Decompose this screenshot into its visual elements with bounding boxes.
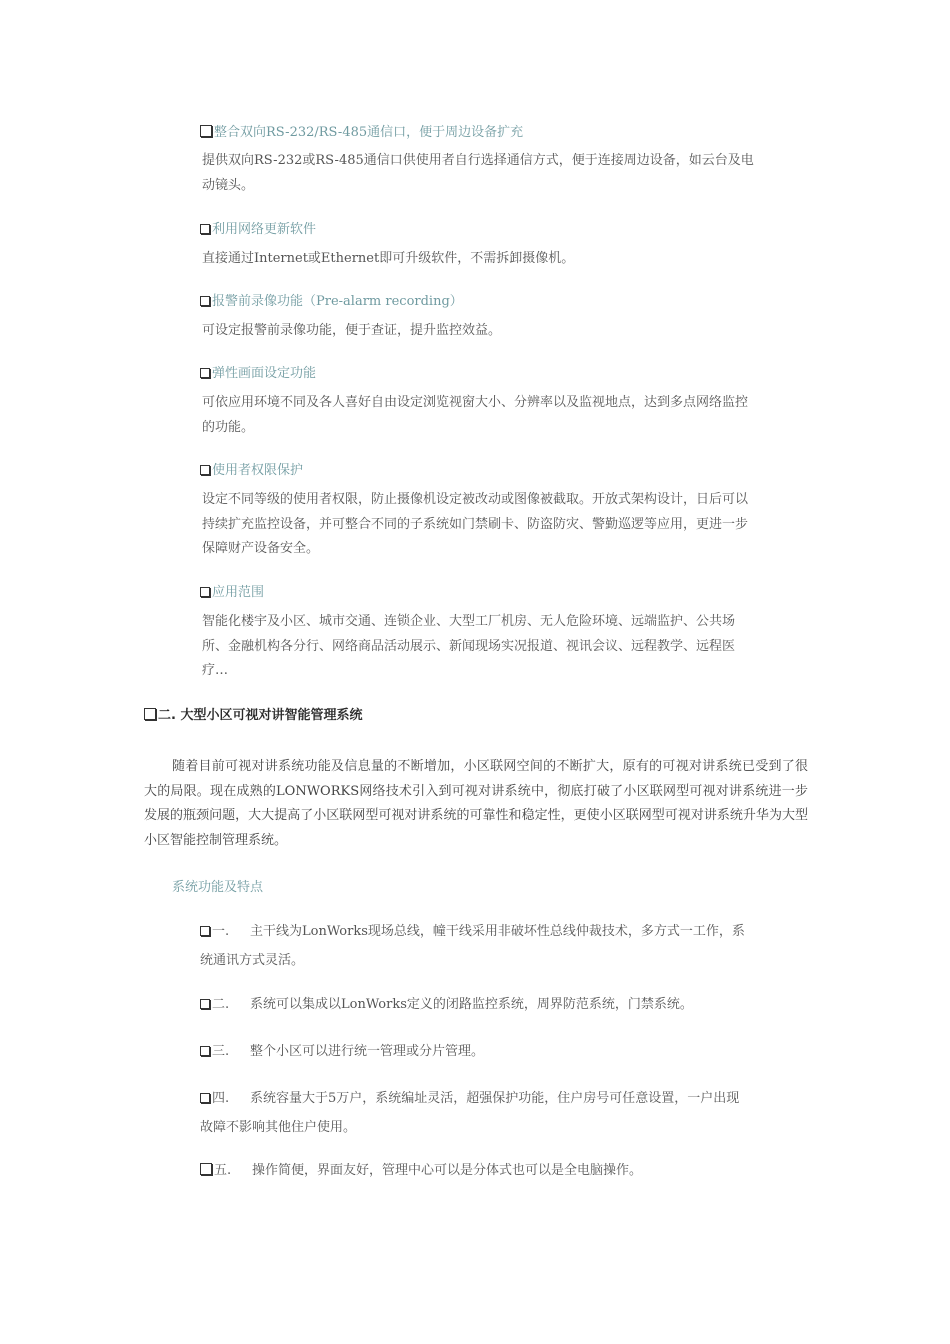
checkbox-bullet-icon xyxy=(200,1046,210,1056)
list-item: 一. 主干线为LonWorks现场总线，幢干线采用非破坏性总线仲裁技术，多方式一工作，系统通讯方式灵活。 xyxy=(200,924,745,968)
feature-desc: 直接通过Internet或Ethernet即可升级软件，不需拆卸摄像机。 xyxy=(202,251,575,266)
feature-desc: 设定不同等级的使用者权限，防止摄像机设定被改动或图像被截取。开放式架构设计，日后可以持续扩充监控设备，并可整合不同的子系统如门禁刷卡、防盗防灾、警勤巡逻等应用，更进一步保障财产设备安全。 xyxy=(202,492,749,556)
checkbox-bullet-icon xyxy=(200,1163,212,1175)
list-item: 四. 系统容量大于5万户，系统编址灵活，超强保护功能，住户房号可任意设置，一户出现故障不影响其他住户使用。 xyxy=(200,1091,740,1135)
checkbox-bullet-icon xyxy=(200,1093,210,1103)
list-item: 二. 系统可以集成以LonWorks定义的闭路监控系统，周界防范系统，门禁系统。 xyxy=(200,990,752,1019)
sub-heading: 系统功能及特点 xyxy=(172,880,264,895)
section-heading: 二. 大型小区可视对讲智能管理系统 xyxy=(144,706,362,726)
checkbox-bullet-icon xyxy=(144,708,156,720)
feature-desc: 可依应用环境不同及各人喜好自由设定浏览视窗大小、分辨率以及监视地点，达到多点网络监控的功能。 xyxy=(202,395,749,435)
checkbox-bullet-icon xyxy=(200,296,210,306)
feature-desc: 可设定报警前录像功能，便于查证，提升监控效益。 xyxy=(202,323,502,338)
checkbox-bullet-icon xyxy=(200,125,212,137)
checkbox-bullet-icon xyxy=(200,926,210,936)
list-item: 三. 整个小区可以进行统一管理或分片管理。 xyxy=(200,1037,752,1066)
feature-title: 应用范围 xyxy=(200,583,264,603)
feature-title: 利用网络更新软件 xyxy=(200,220,316,240)
checkbox-bullet-icon xyxy=(200,999,210,1009)
list-item: 五. 操作简便，界面友好，管理中心可以是分体式也可以是全电脑操作。 xyxy=(200,1156,752,1185)
feature-title: 弹性画面设定功能 xyxy=(200,364,316,384)
checkbox-bullet-icon xyxy=(200,587,210,597)
feature-title: 整合双向RS-232/RS-485通信口，便于周边设备扩充 xyxy=(200,123,523,143)
checkbox-bullet-icon xyxy=(200,224,210,234)
feature-desc: 智能化楼宇及小区、城市交通、连锁企业、大型工厂机房、无人危险环境、远端监护、公共场所、金融机构各分行、网络商品活动展示、新闻现场实况报道、视讯会议、远程教学、远程医疗… xyxy=(202,614,736,678)
feature-title: 报警前录像功能（Pre-alarm recording） xyxy=(200,292,463,312)
feature-desc: 提供双向RS-232或RS-485通信口供使用者自行选择通信方式，便于连接周边设备，如云台及电动镜头。 xyxy=(202,153,754,193)
checkbox-bullet-icon xyxy=(200,368,210,378)
feature-title: 使用者权限保护 xyxy=(200,461,303,481)
checkbox-bullet-icon xyxy=(200,465,210,475)
section-intro: 随着目前可视对讲系统功能及信息量的不断增加，小区联网空间的不断扩大，原有的可视对讲系统已受到了很大的局限。现在成熟的LONWORKS网络技术引入到可视对讲系统中，彻底打破了小区联网型可视对讲系统进一步发展的瓶颈问题，大大提高了小区联网型可视对讲系统的可靠性和稳定性，更使小区联网型可视对讲系统升华为大型小区智能控制管理系统。 xyxy=(144,759,808,848)
